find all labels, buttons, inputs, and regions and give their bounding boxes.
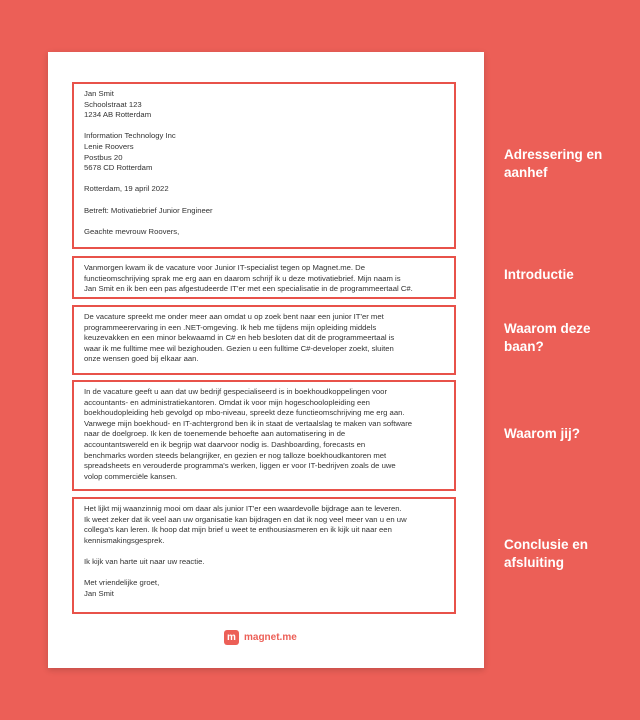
letter-line: accountants- en administratiekantoren. Omdat ik voor mijn hogeschoolopleiding een bbox=[84, 397, 370, 407]
letter-line: Ik weet zeker dat ik veel aan uw organisatie kan bijdragen en dat ik nog veel meer van u en uw bbox=[84, 514, 407, 524]
letter-line: Geachte mevrouw Roovers, bbox=[84, 226, 180, 236]
letter-line: Schoolstraat 123 bbox=[84, 99, 142, 109]
letter-line: accountantswereld en ik begrijp wat daarvoor nodig is. Dashboarding, forecasts en bbox=[84, 439, 366, 449]
letter-line: onze wensen goed bij elkaar aan. bbox=[84, 354, 199, 364]
letter-line: benchmarks worden steeds belangrijker, en gezien er nog talloze boekhoudkantoren met bbox=[84, 450, 387, 460]
letter-line: Ik kijk van harte uit naar uw reactie. bbox=[84, 556, 205, 566]
letter-line: volop commerciële kansen. bbox=[84, 471, 178, 481]
letter-line: Jan Smit bbox=[84, 588, 114, 598]
label-intro: Introductie bbox=[504, 267, 574, 282]
letter-line: waar ik me fulltime mee wil bezighouden. Gezien u een fulltime C#-developer zoekt, sluiten bbox=[84, 343, 394, 353]
label-why-job: Waarom deze baan? bbox=[504, 321, 591, 354]
logo-text: magnet.me bbox=[244, 632, 297, 643]
letter-line: Betreft: Motivatiebrief Junior Engineer bbox=[84, 205, 213, 215]
letter-line: spreadsheets en verouderde programma's werken, liggen er voor IT-bedrijven zoals de uwe bbox=[84, 461, 396, 471]
letter-page bbox=[48, 52, 484, 668]
letter-line: Het lijkt mij waanzinnig mooi om daar als junior IT'er een waardevolle bijdrage aan te leveren. bbox=[84, 504, 402, 513]
why-you-section bbox=[72, 380, 456, 491]
address-section bbox=[72, 82, 456, 249]
letter-line: programmeerervaring in een .NET-omgeving. Ik heb me tijdens mijn opleiding middels bbox=[84, 322, 377, 332]
letter-line: keuzevakken en een minor bekwaamd in C# en heb besloten dat dit de programmeertaal is bbox=[84, 333, 395, 343]
magnet-logo-icon: m bbox=[224, 630, 239, 645]
letter-line: naar de doelgroep. Ik ken de toenemende behoefte aan automatisering in de bbox=[84, 429, 346, 439]
label-address: Adressering en aanhef bbox=[504, 147, 603, 180]
letter-line: kennismakingsgesprek. bbox=[84, 535, 165, 545]
letter-line: functieomschrijving sprak me erg aan en daarom schrijf ik u deze motivatiebrief. Mijn naam is bbox=[84, 273, 401, 283]
letter-line: Met vriendelijke groet, bbox=[84, 578, 160, 588]
why-job-section bbox=[72, 305, 456, 375]
letter-line: Information Technology Inc bbox=[84, 131, 176, 141]
letter-line: Vanwege mijn boekhoud- en IT-achtergrond ben ik in staat de vertaalslag te maken van software bbox=[84, 418, 413, 428]
intro-section bbox=[72, 256, 456, 299]
letter-line: 5678 CD Rotterdam bbox=[84, 163, 153, 173]
letter-line: 1234 AB Rotterdam bbox=[84, 110, 152, 120]
letter-line: Rotterdam, 19 april 2022 bbox=[84, 184, 169, 194]
conclusion-section bbox=[72, 497, 456, 614]
letter-line: De vacature spreekt me onder meer aan omdat u op zoek bent naar een junior IT'er met bbox=[84, 312, 384, 321]
letter-line: Lenie Roovers bbox=[84, 141, 134, 151]
letter-line: In de vacature geeft u aan dat uw bedrijf gespecialiseerd is in boekhoudkoppelingen voor bbox=[84, 387, 388, 396]
letter-line: Vanmorgen kwam ik de vacature voor Junior IT-specialist tegen op Magnet.me. De bbox=[84, 263, 366, 272]
letter-line: collega's kan leren. Ik hoop dat mijn brief u weet te enthousiasmeren en ik kijk uit naar een bbox=[84, 525, 392, 535]
label-conclusion: Conclusie en afsluiting bbox=[504, 537, 589, 570]
letter-line: Jan Smit bbox=[84, 89, 114, 98]
magnet-me-logo bbox=[224, 630, 297, 645]
letter-line: Jan Smit en ik ben een pas afgestudeerde IT'er met een specialisatie in de programmeertaal C#. bbox=[84, 284, 413, 294]
letter-line: boekhoudopleiding heb gevolgd op mbo-niveau, spreekt deze functieomschrijving me erg aan. bbox=[84, 408, 405, 418]
label-why-you: Waarom jij? bbox=[504, 426, 581, 441]
letter-line: Postbus 20 bbox=[84, 152, 123, 162]
